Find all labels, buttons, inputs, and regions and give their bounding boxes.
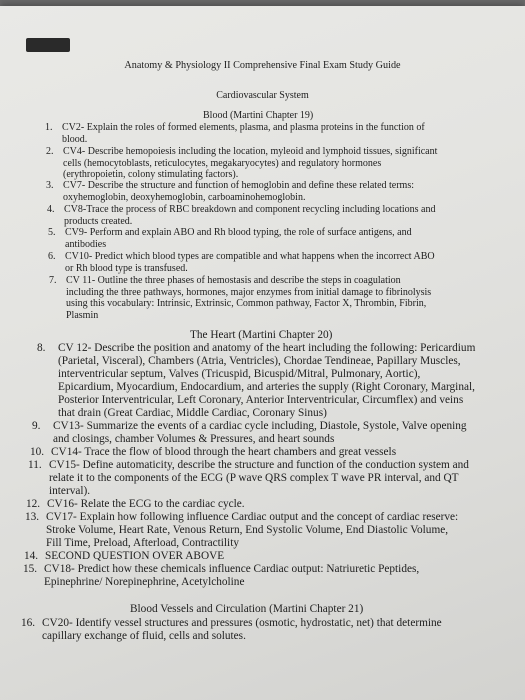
list-item: 15. CV18- Predict how these chemicals influence Cardiac output: Natriuretic Peptides, Epinephrine/ Norepinephrine, Acetylcholine bbox=[23, 563, 420, 588]
list-item: 3. CV7- Describe the structure and function of hemoglobin and define these related terms: oxyhemoglobin, deoxyhemoglobin, carboaminohemoglobin. bbox=[46, 180, 414, 203]
list-item: 12. CV16- Relate the ECG to the cardiac cycle. bbox=[26, 498, 245, 510]
list-item: 4. CV8-Trace the process of RBC breakdown and component recycling including locations and products created. bbox=[47, 204, 436, 227]
list-item: 2. CV4- Describe hemopoiesis including the location, myleoid and lymphoid tissues, significant cells (hemocytoblasts, reticulocytes, megakaryocytes) and regulatory hormones (erythropoietin, colony stimulating factors). bbox=[46, 146, 438, 181]
list-item: 1. CV2- Explain the roles of formed elements, plasma, and plasma proteins in the function of blood. bbox=[45, 122, 425, 145]
section-heading-vessels: Blood Vessels and Circulation (Martini Chapter 21) bbox=[130, 603, 364, 615]
list-item: 10. CV14- Trace the flow of blood through the heart chambers and great vessels bbox=[30, 446, 397, 458]
list-item: 13. CV17- Explain how following influence Cardiac output and the concept of cardiac reserve: Stroke Volume, Heart Rate, Venous Return, End Systolic Volume, End Diastolic Volume, Fill Time, Preload, Afterload, Contractility bbox=[25, 511, 459, 549]
list-item: 16. CV20- Identify vessel structures and pressures (osmotic, hydrostatic, net) that determine capillary exchange of fluid, cells and solutes. bbox=[21, 617, 442, 642]
section-heading-blood: Blood (Martini Chapter 19) bbox=[203, 110, 314, 121]
list-item: 6. CV10- Predict which blood types are compatible and what happens when the incorrect ABO or Rh blood type is transfused. bbox=[48, 251, 435, 274]
section-heading-heart: The Heart (Martini Chapter 20) bbox=[190, 329, 333, 341]
list-item: 5. CV9- Perform and explain ABO and Rh blood typing, the role of surface antigens, and antibodies bbox=[48, 227, 412, 250]
list-item: 8. CV 12- Describe the position and anatomy of the heart including the following: Pericardium (Parietal, Visceral), Chambers (Atria, Ventricles), Chordae Tendineae, Papillary Muscles, interventricular septum, Valves (Tricuspid, Bicuspid/Mitral, Pulmonary, Aortic), Epicardium, Myocardium, Endocardium, and arteries the supply (Right Coronary, Marginal, Posterior Interventricular, Left Coronary, Anterior Interventricular, Circumflex) and veins that drain (Great Cardiac, Middle Cardiac, Coronary Sinus) bbox=[37, 342, 476, 419]
system-heading: Cardiovascular System bbox=[216, 90, 309, 101]
list-item: 11. CV15- Define automaticity, describe the structure and function of the conduction system and relate it to the components of the ECG (P wave QRS complex T wave PR interval, and QT interval). bbox=[28, 459, 469, 497]
black-tape-mark bbox=[26, 38, 70, 52]
list-item: 14. SECOND QUESTION OVER ABOVE bbox=[24, 550, 225, 562]
study-guide-page bbox=[0, 6, 525, 700]
list-item: 9. CV13- Summarize the events of a cardiac cycle including, Diastole, Systole, Valve opening and closings, chamber Volumes & Pressures, and heart sounds bbox=[32, 420, 467, 445]
list-item: 7. CV 11- Outline the three phases of hemostasis and describe the steps in coagulation including the three pathways, hormones, major enzymes from initial damage to fibrinolysis using this vocabulary: Intrinsic, Extrinsic, Common pathway, Factor X, Thrombin, Fibrin, Plasmin bbox=[49, 275, 432, 321]
document-title: Anatomy & Physiology II Comprehensive Final Exam Study Guide bbox=[124, 60, 401, 71]
